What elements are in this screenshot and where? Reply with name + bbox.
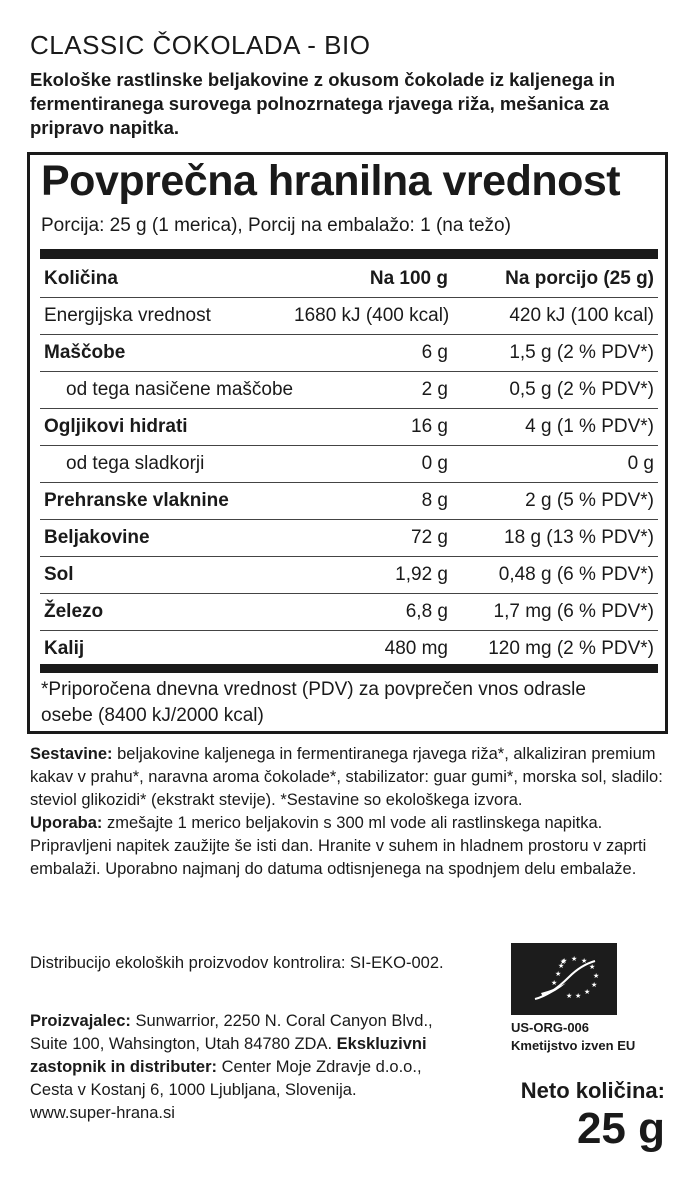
nutrient-name: Beljakovine (40, 520, 294, 557)
svg-text:★: ★ (551, 979, 558, 987)
organic-origin: Kmetijstvo izven EU (511, 1038, 636, 1053)
website-link[interactable]: www.super-hrana.si (30, 1104, 175, 1122)
net-quantity-value: 25 g (576, 1104, 665, 1153)
producer-text: Sunwarrior, 2250 N. Coral Canyon Blvd., Suite 100, Wahsington, Utah 84780 ZDA. (30, 1012, 433, 1053)
representative-text: Center Moje Zdravje d.o.o., Cesta v Kostanj 6, 1000 Ljubljana, Slovenija. (30, 1058, 422, 1099)
usage-text: zmešajte 1 merico beljakovin s 300 ml vode ali rastlinskega napitka. Pripravljeni napitek zaužijte še isti dan. Hranite v suhem in hladnem prostoru v zaprti embalaži. Uporabno najmanj do datuma odtisnjenega na spodnjem delu embalaže. (30, 814, 647, 878)
nutrition-table (40, 261, 658, 667)
product-description: Ekološke rastlinske beljakovine z okusom čokolade iz kaljenega in fermentiranega surovega polnozrnatega rjavega riža, mešanica za pripravo napitka. (30, 69, 616, 138)
nutrient-per-100g: 1,92 g (294, 557, 454, 594)
nutrient-per-100g: 2 g (294, 372, 454, 409)
thick-divider (40, 664, 658, 673)
producer-block (30, 1010, 460, 1125)
thick-divider (40, 249, 658, 259)
header-per-100g: Na 100 g (294, 261, 454, 298)
ingredients-text: beljakovine kaljenega in fermentiranega rjavega riža*, alkaliziran premium kakav v prahu*, naravna aroma čokolade*, stabilizator: guar gumi*, morska sol, sladilo: steviol glikozidi* (ekstrakt stevije). *Sestavine so ekološkega izvora. (30, 745, 663, 809)
table-row (40, 631, 658, 668)
ingredients-label: Sestavine: (30, 745, 113, 763)
svg-text:★: ★ (591, 981, 598, 989)
nutrient-name: Železo (40, 594, 294, 631)
pdv-footnote: *Priporočena dnevna vrednost (PDV) za povprečen vnos odrasle osebe (8400 kJ/2000 kcal) (41, 679, 586, 726)
usage-label: Uporaba: (30, 814, 103, 832)
eu-leaf-stars-icon (511, 943, 617, 1015)
table-row (40, 298, 658, 335)
svg-text:★: ★ (555, 970, 562, 978)
net-quantity-label: Neto količina: (520, 1078, 665, 1103)
nutrition-facts-box (27, 152, 668, 734)
svg-text:★: ★ (575, 992, 582, 1000)
table-row (40, 483, 658, 520)
nutrient-per-portion: 0 g (454, 446, 658, 483)
nutrient-per-portion: 2 g (5 % PDV*) (454, 483, 658, 520)
organic-certification (511, 1019, 635, 1055)
header-quantity: Količina (40, 261, 294, 298)
svg-text:★: ★ (558, 962, 565, 970)
nutrient-name: Prehranske vlaknine (40, 483, 294, 520)
nutrient-per-portion: 1,7 mg (6 % PDV*) (454, 594, 658, 631)
table-header-row (40, 261, 658, 298)
svg-text:★: ★ (584, 988, 591, 996)
nutrient-name: Energijska vrednost (40, 298, 294, 335)
representative-label: Ekskluzivni zastopnik in distributer: (30, 1035, 427, 1076)
nutrient-name: Sol (40, 557, 294, 594)
serving-info: Porcija: 25 g (1 merica), Porcij na embalažo: 1 (na težo) (41, 215, 511, 236)
svg-text:★: ★ (581, 957, 588, 965)
nutrient-per-100g: 16 g (294, 409, 454, 446)
nutrient-per-portion: 4 g (1 % PDV*) (454, 409, 658, 446)
producer-label: Proizvajalec: (30, 1012, 131, 1030)
svg-text:★: ★ (571, 955, 578, 963)
nutrient-per-portion: 1,5 g (2 % PDV*) (454, 335, 658, 372)
svg-text:★: ★ (561, 957, 568, 965)
nutrient-per-100g: 1680 kJ (400 kcal) (294, 298, 454, 335)
distribution-control: Distribucijo ekoloških proizvodov kontrolira: SI-EKO-002. (30, 954, 444, 972)
table-row (40, 520, 658, 557)
table-row (40, 335, 658, 372)
organic-code: US-ORG-006 (511, 1020, 590, 1035)
nutrient-per-portion: 18 g (13 % PDV*) (454, 520, 658, 557)
nutrient-per-portion: 0,48 g (6 % PDV*) (454, 557, 658, 594)
svg-text:★: ★ (589, 963, 596, 971)
nutrient-per-portion: 120 mg (2 % PDV*) (488, 638, 654, 659)
svg-text:★: ★ (593, 972, 600, 980)
nutrient-name: od tega nasičene maščobe (40, 372, 294, 409)
nutrient-name: Kalij (44, 638, 85, 659)
table-row (40, 446, 658, 483)
nutrient-per-100g: 8 g (294, 483, 454, 520)
table-row (40, 594, 658, 631)
header-per-portion: Na porcijo (25 g) (454, 261, 658, 298)
svg-text:★: ★ (566, 992, 573, 1000)
nutrient-name: Ogljikovi hidrati (40, 409, 294, 446)
nutrient-name: Maščobe (40, 335, 294, 372)
product-title: CLASSIC ČOKOLADA - BIO (30, 30, 371, 60)
nutrition-title: Povprečna hranilna vrednost (41, 157, 621, 205)
nutrient-per-100g: 480 mg (384, 638, 448, 659)
nutrient-per-100g: 6 g (294, 335, 454, 372)
ingredients-block (30, 743, 680, 881)
eu-organic-leaf-logo (511, 943, 617, 1015)
nutrient-per-portion: 420 kJ (100 kcal) (454, 298, 658, 335)
table-row (40, 409, 658, 446)
nutrient-per-100g: 72 g (294, 520, 454, 557)
nutrient-name: od tega sladkorji (40, 446, 294, 483)
table-row (40, 557, 658, 594)
nutrient-per-100g: 6,8 g (294, 594, 454, 631)
nutrient-per-100g: 0 g (294, 446, 454, 483)
nutrient-per-portion: 0,5 g (2 % PDV*) (454, 372, 658, 409)
table-row (40, 372, 658, 409)
